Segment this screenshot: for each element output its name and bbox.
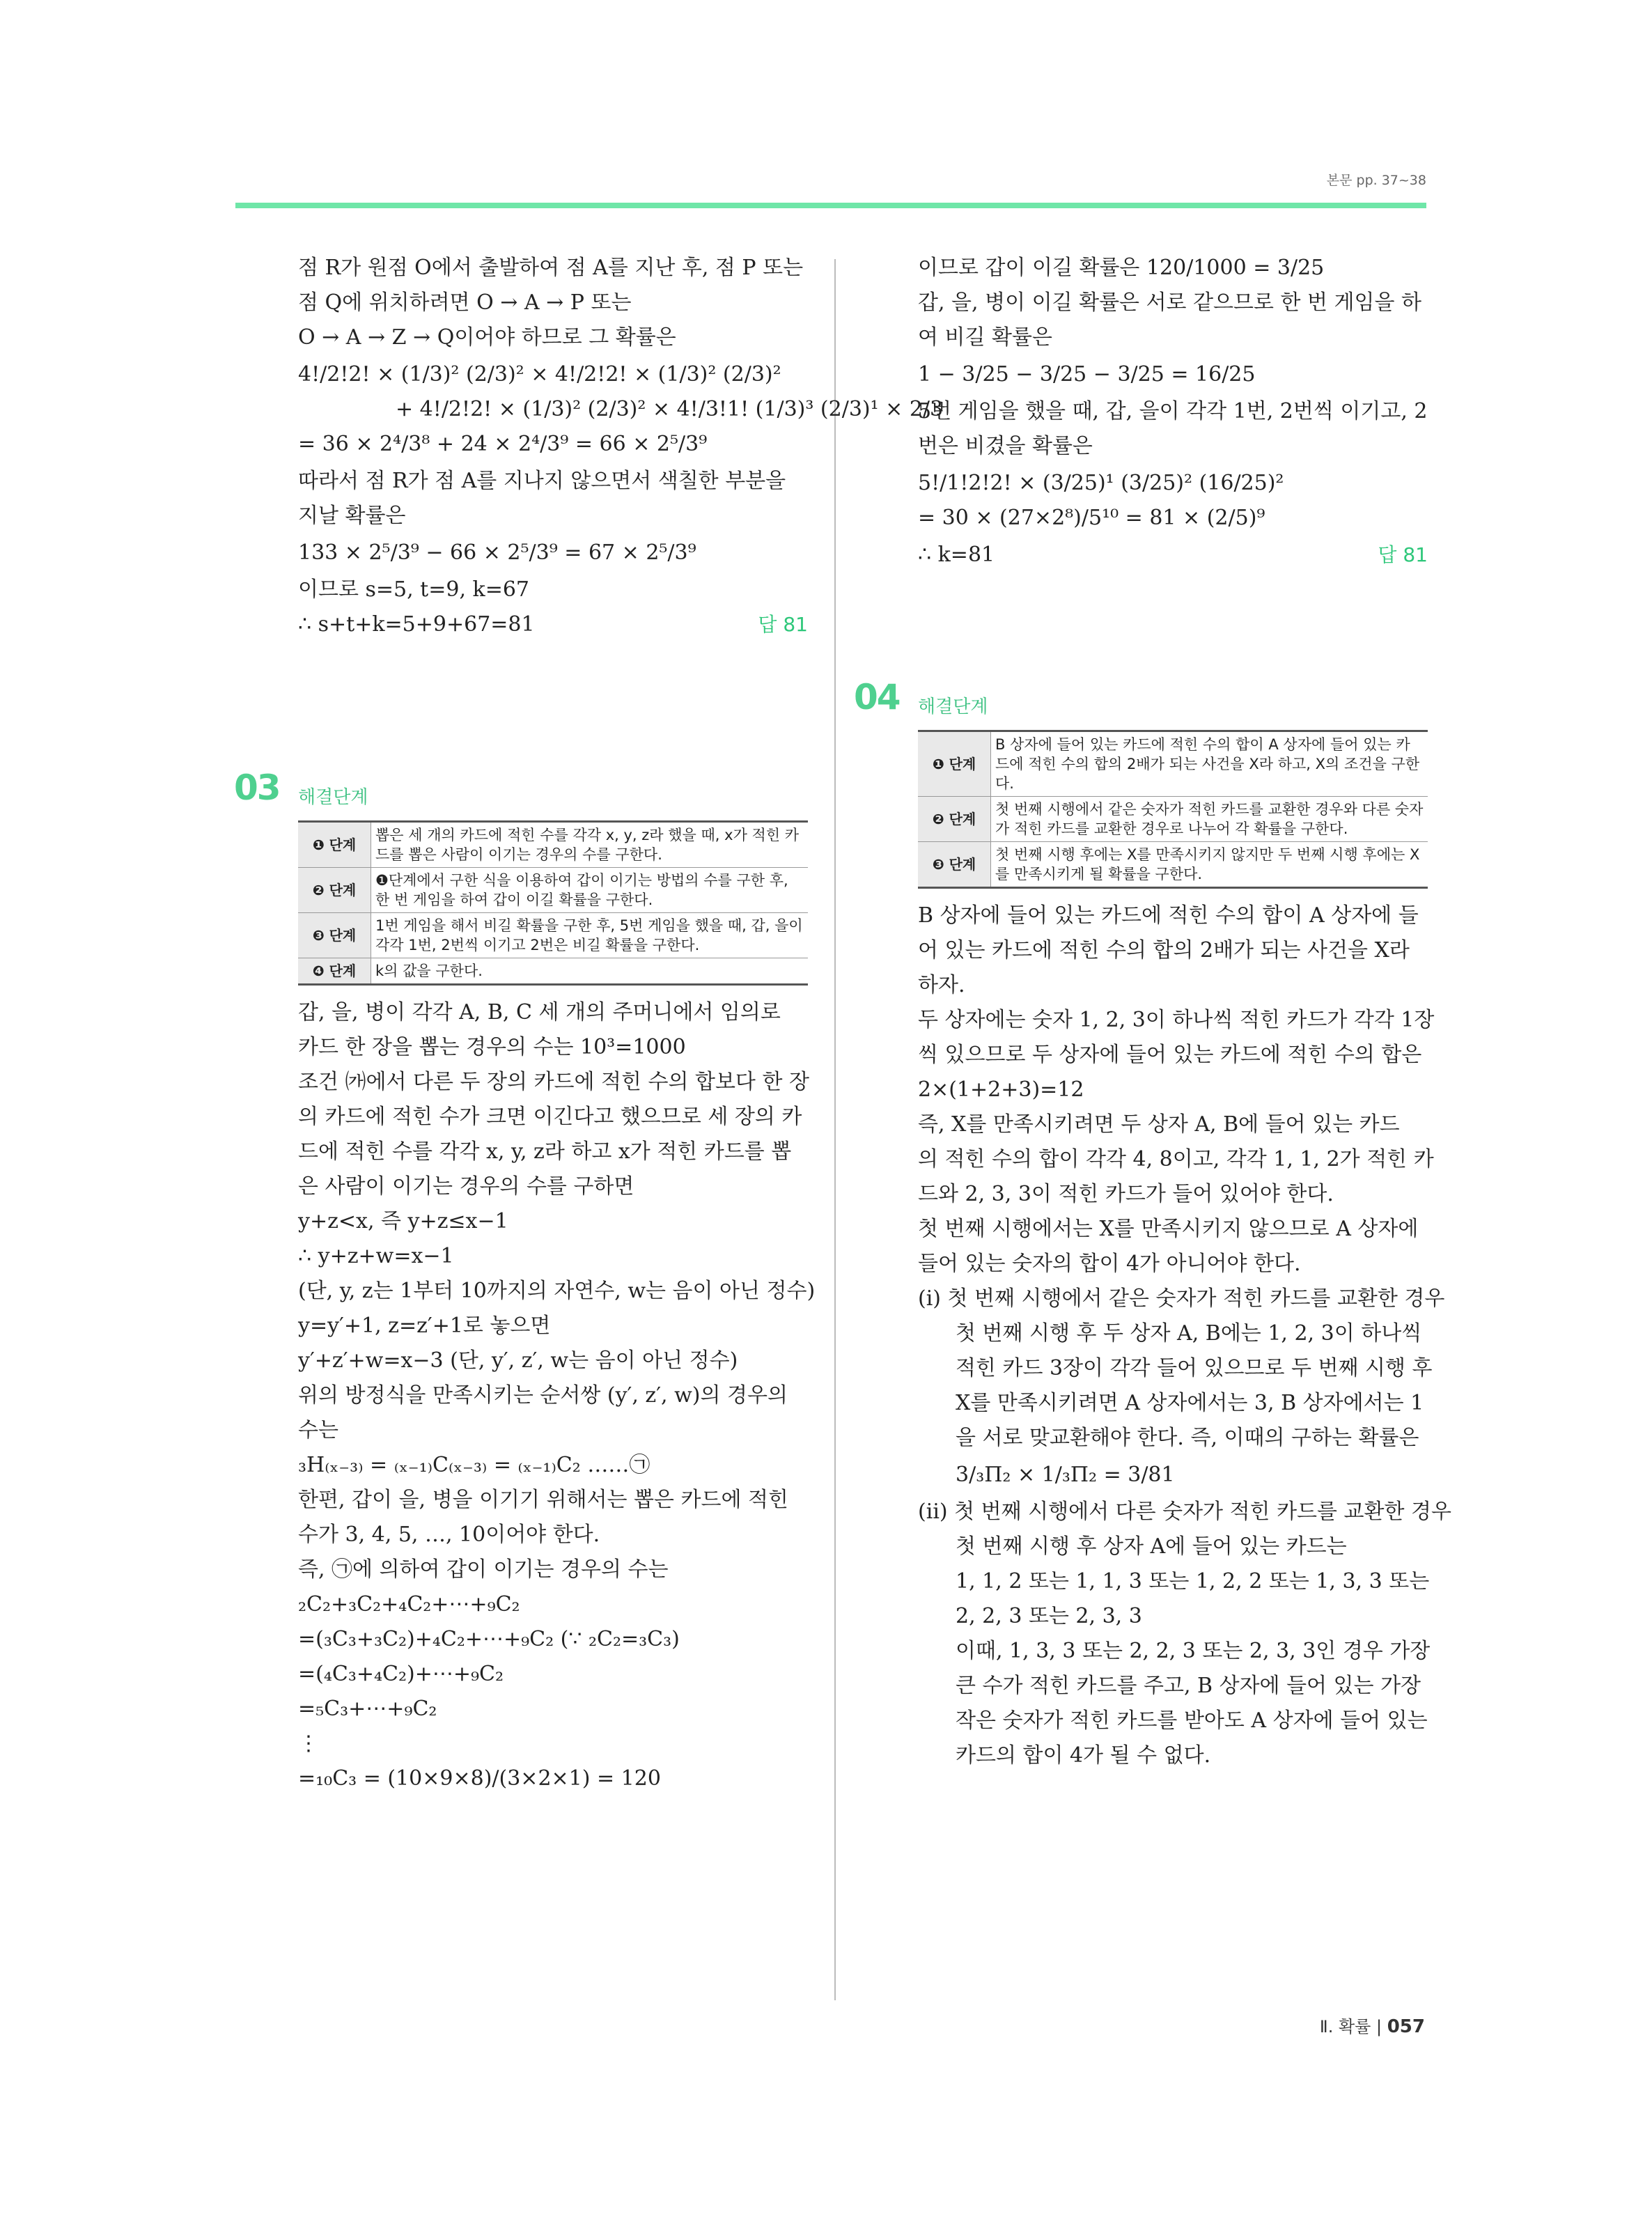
text-line: 두 상자에는 숫자 1, 2, 3이 하나씩 적힌 카드가 각각 1장 bbox=[918, 1008, 1435, 1032]
text-line: 따라서 점 R가 점 A를 지나지 않으면서 색칠한 부분을 bbox=[298, 469, 786, 493]
step-label: ❶ 단계 bbox=[298, 822, 371, 868]
formula: ₂C₂+₃C₂+₄C₂+⋯+₉C₂ bbox=[298, 1592, 520, 1617]
section-number: 04 bbox=[854, 677, 900, 717]
step-label: ❷ 단계 bbox=[918, 797, 991, 842]
right-column bbox=[854, 251, 1451, 1773]
solution-steps-table bbox=[918, 730, 1428, 889]
step-label: ❹ 단계 bbox=[298, 958, 371, 985]
formula: = 36 × 2⁴/3⁸ + 24 × 2⁴/3⁹ = 66 × 2⁵/3⁹ bbox=[298, 432, 708, 456]
text-line: 점 R가 원점 O에서 출발하여 점 A를 지난 후, 점 P 또는 bbox=[298, 256, 804, 280]
text-line: 여 비길 확률은 bbox=[918, 325, 1052, 350]
text-line: 첫 번째 시행 후 두 상자 A, B에는 1, 2, 3이 하나씩 bbox=[956, 1321, 1422, 1346]
section-04-header bbox=[854, 677, 1428, 726]
text-line: 지날 확률은 bbox=[298, 504, 406, 528]
step-text: k의 값을 구한다. bbox=[371, 958, 809, 985]
solution-steps-table bbox=[298, 820, 808, 986]
page-reference: 본문 pp. 37~38 bbox=[1326, 173, 1426, 188]
text-line: 드와 2, 3, 3이 적힌 카드가 들어 있어야 한다. bbox=[918, 1182, 1334, 1206]
step-label: ❸ 단계 bbox=[298, 913, 371, 958]
text-line: 첫 번째 시행에서는 X를 만족시키지 않으므로 A 상자에 bbox=[918, 1217, 1419, 1241]
formula: + 4!/2!2! × (1/3)² (2/3)² × 4!/3!1! (1/3)³ (2/3)¹ × 2/3 bbox=[396, 397, 944, 421]
formula: ⋮ bbox=[298, 1731, 319, 1756]
formula: = 30 × (27×2⁸)/5¹⁰ = 81 × (2/5)⁹ bbox=[918, 506, 1265, 530]
formula: 1 − 3/25 − 3/25 − 3/25 = 16/25 bbox=[918, 362, 1256, 387]
text-line: 번은 비겼을 확률은 bbox=[918, 434, 1093, 458]
text-line: 씩 있으므로 두 상자에 들어 있는 카드에 적힌 수의 합은 bbox=[918, 1043, 1422, 1067]
formula: =(₃C₃+₃C₂)+₄C₂+⋯+₉C₂ (∵ ₂C₂=₃C₃) bbox=[298, 1627, 680, 1651]
step-text: B 상자에 들어 있는 카드에 적힌 수의 합이 A 상자에 들어 있는 카드에 적힌 수의 합의 2배가 되는 사건을 X라 하고, X의 조건을 구한다. bbox=[991, 731, 1428, 797]
text-line: 카드 한 장을 뽑는 경우의 수는 10³=1000 bbox=[298, 1035, 686, 1059]
final-value: ∴ k=81 bbox=[918, 543, 995, 567]
step-row bbox=[298, 913, 808, 958]
step-row bbox=[298, 822, 808, 868]
text-line: y′+z′+w=x−3 (단, y′, z′, w는 음이 아닌 정수) bbox=[298, 1348, 738, 1373]
section-title: 해결단계 bbox=[918, 696, 988, 717]
text-line: y+z<x, 즉 y+z≤x−1 bbox=[298, 1209, 508, 1233]
step-text: ❶단계에서 구한 식을 이용하여 갑이 이기는 방법의 수를 구한 후, 한 번 게임을 하여 갑이 이길 확률을 구한다. bbox=[371, 868, 809, 913]
text-line: 은 사람이 이기는 경우의 수를 구하면 bbox=[298, 1174, 634, 1199]
text-line: 위의 방정식을 만족시키는 순서쌍 (y′, z′, w)의 경우의 bbox=[298, 1383, 788, 1408]
step-label: ❶ 단계 bbox=[918, 731, 991, 797]
column-divider bbox=[834, 259, 836, 2000]
formula: =(₄C₃+₄C₂)+⋯+₉C₂ bbox=[298, 1662, 504, 1686]
text-line: 즉, X를 만족시키려면 두 상자 A, B에 들어 있는 카드 bbox=[918, 1112, 1400, 1137]
text-line: 적힌 카드 3장이 각각 들어 있으므로 두 번째 시행 후 bbox=[956, 1356, 1433, 1380]
step-text: 첫 번째 시행 후에는 X를 만족시키지 않지만 두 번째 시행 후에는 X를 만족시키게 될 확률을 구한다. bbox=[991, 842, 1428, 888]
final-sum: ∴ s+t+k=5+9+67=81 bbox=[298, 612, 535, 637]
formula: 3/₃Π₂ × 1/₃Π₂ = 3/81 bbox=[956, 1463, 1175, 1487]
text-line: X를 만족시키려면 A 상자에서는 3, B 상자에서는 1 bbox=[956, 1391, 1424, 1415]
page-number: 057 bbox=[1387, 2016, 1425, 2037]
answer-label: 답 81 bbox=[1378, 543, 1428, 566]
text-line: 수는 bbox=[298, 1418, 338, 1442]
text-line: 2, 2, 3 또는 2, 3, 3 bbox=[956, 1604, 1142, 1628]
footer-separator: | bbox=[1376, 2017, 1387, 2037]
step-row bbox=[918, 731, 1428, 797]
text-line: 한편, 갑이 을, 병을 이기기 위해서는 뽑은 카드에 적힌 bbox=[298, 1488, 788, 1512]
section-03-header bbox=[234, 768, 808, 816]
formula: 4!/2!2! × (1/3)² (2/3)² × 4!/2!2! × (1/3)² (2/3)² bbox=[298, 362, 781, 387]
text-line: 수가 3, 4, 5, …, 10이어야 한다. bbox=[298, 1523, 600, 1547]
step-row bbox=[918, 842, 1428, 888]
step-label: ❷ 단계 bbox=[298, 868, 371, 913]
text-line bbox=[918, 538, 1428, 573]
case-title: (ⅱ) 첫 번째 시행에서 다른 숫자가 적힌 카드를 교환한 경우 bbox=[918, 1500, 1451, 1524]
formula: =₁₀C₃ = (10×9×8)/(3×2×1) = 120 bbox=[298, 1766, 661, 1791]
step-row bbox=[298, 958, 808, 985]
chapter-label: Ⅱ. 확률 bbox=[1319, 2017, 1371, 2037]
text-line: 의 적힌 수의 합이 각각 4, 8이고, 각각 1, 1, 2가 적힌 카 bbox=[918, 1147, 1434, 1171]
text-line: 갑, 을, 병이 각각 A, B, C 세 개의 주머니에서 임의로 bbox=[298, 1000, 781, 1025]
formula: 133 × 2⁵/3⁹ − 66 × 2⁵/3⁹ = 67 × 2⁵/3⁹ bbox=[298, 540, 696, 565]
text-line: 드에 적힌 수를 각각 x, y, z라 하고 x가 적힌 카드를 뽑 bbox=[298, 1139, 792, 1164]
formula: 5!/1!2!2! × (3/25)¹ (3/25)² (16/25)² bbox=[918, 471, 1284, 495]
text-line: 이때, 1, 3, 3 또는 2, 2, 3 또는 2, 3, 3인 경우 가장 bbox=[956, 1639, 1431, 1663]
step-text: 1번 게임을 해서 비길 확률을 구한 후, 5번 게임을 했을 때, 갑, 을이 각각 1번, 2번씩 이기고 2번은 비길 확률을 구한다. bbox=[371, 913, 809, 958]
text-line: ∴ y+z+w=x−1 bbox=[298, 1244, 454, 1268]
text-line: 2×(1+2+3)=12 bbox=[918, 1077, 1084, 1102]
text-line: 즉, ㉠에 의하여 갑이 이기는 경우의 수는 bbox=[298, 1557, 669, 1582]
answer-label: 답 81 bbox=[758, 613, 808, 636]
text-line: O → A → Z → Q이어야 하므로 그 확률은 bbox=[298, 325, 676, 350]
section-title: 해결단계 bbox=[298, 787, 368, 808]
page-footer bbox=[1320, 2013, 1425, 2037]
text-line: 갑, 을, 병이 이길 확률은 서로 같으므로 한 번 게임을 하 bbox=[918, 290, 1422, 315]
text-line: 카드의 합이 4가 될 수 없다. bbox=[956, 1743, 1211, 1768]
text-line: (단, y, z는 1부터 10까지의 자연수, w는 음이 아닌 정수) bbox=[298, 1279, 816, 1303]
text-line: 1, 1, 2 또는 1, 1, 3 또는 1, 2, 2 또는 1, 3, 3 또는 bbox=[956, 1569, 1430, 1594]
text-line: 이므로 s=5, t=9, k=67 bbox=[298, 577, 530, 602]
case-title: (ⅰ) 첫 번째 시행에서 같은 숫자가 적힌 카드를 교환한 경우 bbox=[918, 1286, 1445, 1311]
step-row bbox=[298, 868, 808, 913]
step-text: 뽑은 세 개의 카드에 적힌 수를 각각 x, y, z라 했을 때, x가 적힌 카드를 뽑은 사람이 이기는 경우의 수를 구한다. bbox=[371, 822, 809, 868]
step-row bbox=[918, 797, 1428, 842]
formula: =₅C₃+⋯+₉C₂ bbox=[298, 1697, 437, 1721]
text-line: B 상자에 들어 있는 카드에 적힌 수의 합이 A 상자에 들 bbox=[918, 903, 1419, 928]
formula: ₃H₍ₓ₋₃₎ = ₍ₓ₋₁₎C₍ₓ₋₃₎ = ₍ₓ₋₁₎C₂ ……㉠ bbox=[298, 1453, 650, 1477]
text-line: 점 Q에 위치하려면 O → A → P 또는 bbox=[298, 290, 632, 315]
text-line: 들어 있는 숫자의 합이 4가 아니어야 한다. bbox=[918, 1252, 1301, 1276]
text-line: 의 카드에 적힌 수가 크면 이긴다고 했으므로 세 장의 카 bbox=[298, 1105, 802, 1129]
text-line: 조건 ㈎에서 다른 두 장의 카드에 적힌 수의 합보다 한 장 bbox=[298, 1070, 809, 1094]
text-line: y=y′+1, z=z′+1로 놓으면 bbox=[298, 1314, 551, 1338]
header-rule bbox=[235, 203, 1426, 208]
text-line: 작은 숫자가 적힌 카드를 받아도 A 상자에 들어 있는 bbox=[956, 1708, 1428, 1733]
text-line: 을 서로 맞교환해야 한다. 즉, 이때의 구하는 확률은 bbox=[956, 1426, 1419, 1450]
text-line bbox=[298, 607, 808, 642]
text-line: 첫 번째 시행 후 상자 A에 들어 있는 카드는 bbox=[956, 1534, 1347, 1559]
step-text: 첫 번째 시행에서 같은 숫자가 적힌 카드를 교환한 경우와 다른 숫자가 적힌 카드를 교환한 경우로 나누어 각 확률을 구한다. bbox=[991, 797, 1428, 842]
text-line: 어 있는 카드에 적힌 수의 합의 2배가 되는 사건을 X라 bbox=[918, 938, 1410, 963]
text-line: 하자. bbox=[918, 973, 965, 997]
text-line: 이므로 갑이 이길 확률은 120/1000 = 3/25 bbox=[918, 256, 1325, 280]
text-line: 5번 게임을 했을 때, 갑, 을이 각각 1번, 2번씩 이기고, 2 bbox=[918, 399, 1428, 423]
step-label: ❸ 단계 bbox=[918, 842, 991, 888]
text-line: 큰 수가 적힌 카드를 주고, B 상자에 들어 있는 가장 bbox=[956, 1674, 1421, 1698]
section-number: 03 bbox=[234, 768, 280, 808]
